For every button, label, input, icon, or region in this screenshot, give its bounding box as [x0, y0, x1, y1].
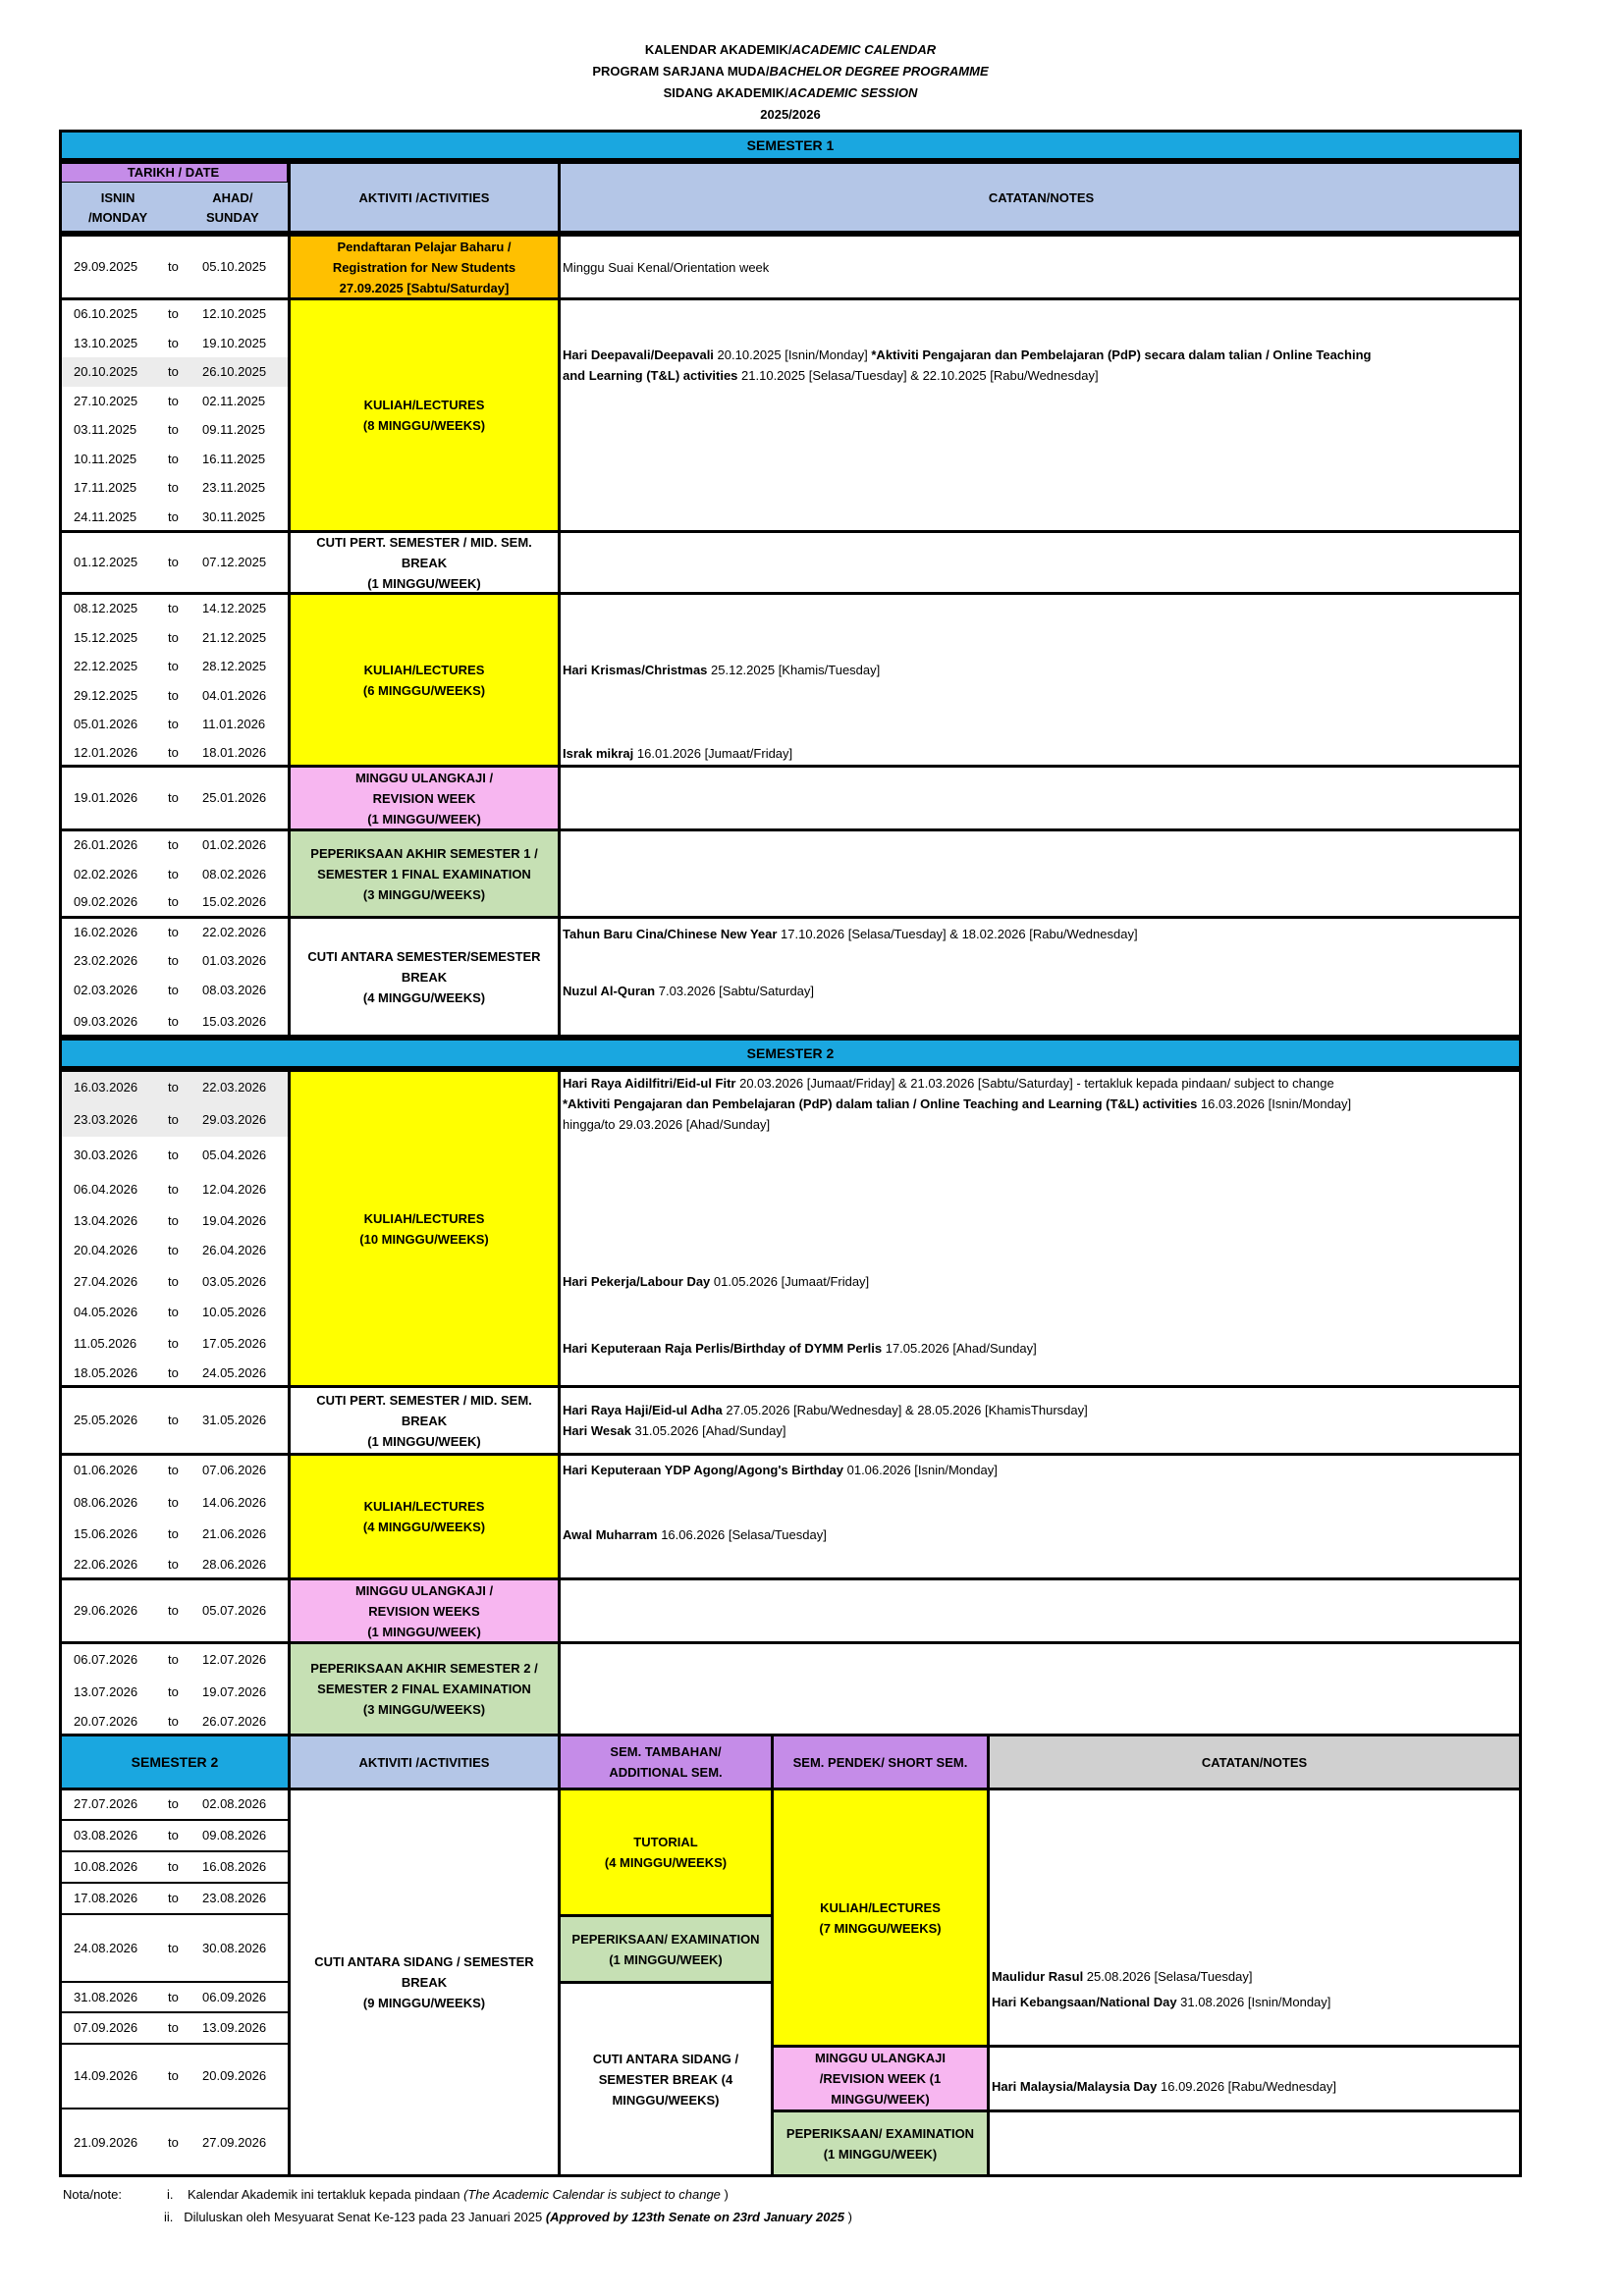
week-start-date: 03.11.2025 [74, 422, 137, 437]
week-end-date: 26.10.2025 [202, 364, 267, 379]
week-end-date: 22.03.2026 [202, 1080, 267, 1095]
date-row [62, 1789, 288, 1819]
notes-header: CATATAN/NOTES [558, 161, 1522, 234]
week-end-date: 01.02.2026 [202, 837, 267, 852]
date-row [62, 976, 288, 1005]
note-labour-day: Hari Pekerja/Labour Day 01.05.2026 [Jumaat/Friday] [563, 1274, 870, 1289]
date-row [62, 594, 288, 623]
date-row [62, 532, 288, 593]
date-row [62, 1455, 288, 1486]
date-row [62, 415, 288, 445]
semester-1-band: SEMESTER 1 [59, 130, 1522, 161]
week-end-date: 05.10.2025 [202, 259, 267, 274]
to-label: to [168, 745, 179, 760]
to-label: to [168, 630, 179, 645]
week-start-date: 17.08.2026 [74, 1891, 138, 1905]
week-start-date: 01.06.2026 [74, 1463, 138, 1477]
week-end-date: 02.11.2025 [202, 394, 266, 408]
week-start-date: 27.10.2025 [74, 394, 138, 408]
date-row [62, 2109, 288, 2176]
note-agong-birthday: Hari Keputeraan YDP Agong/Agong's Birthday 01.06.2026 [Isnin/Monday] [563, 1463, 998, 1477]
week-start-date: 27.07.2026 [74, 1796, 138, 1811]
to-label: to [168, 953, 179, 968]
date-row [62, 623, 288, 652]
to-label: to [168, 1557, 179, 1572]
date-row [62, 1487, 288, 1519]
to-label: to [168, 2068, 179, 2083]
week-end-date: 29.03.2026 [202, 1112, 267, 1127]
to-label: to [168, 364, 179, 379]
to-label: to [168, 1274, 179, 1289]
to-label: to [168, 1652, 179, 1667]
activity-short-exam: PEPERIKSAAN/ EXAMINATION (1 MINGGU/WEEK) [771, 2109, 990, 2177]
week-end-date: 16.08.2026 [202, 1859, 267, 1874]
date-row [62, 445, 288, 473]
date-row-divider [59, 2011, 291, 2013]
week-start-date: 06.10.2025 [74, 306, 138, 321]
week-start-date: 06.07.2026 [74, 1652, 138, 1667]
week-start-date: 20.07.2026 [74, 1714, 138, 1729]
activity-final-exam-1: PEPERIKSAAN AKHIR SEMESTER 1 / SEMESTER 1 FINAL EXAMINATION (3 MINGGU/WEEKS) [288, 828, 561, 919]
notes-header-bottom: CATATAN/NOTES [987, 1734, 1522, 1790]
week-start-date: 22.06.2026 [74, 1557, 138, 1572]
activity-lectures-8: KULIAH/LECTURES (8 MINGGU/WEEKS) [288, 297, 561, 533]
date-row [62, 767, 288, 829]
activity-registration: Pendaftaran Pelajar Baharu / Registration for New Students 27.09.2025 [Sabtu/Saturday] [288, 234, 561, 300]
week-end-date: 30.11.2025 [202, 509, 266, 524]
week-start-date: 19.01.2026 [74, 790, 138, 805]
week-end-date: 10.05.2026 [202, 1305, 267, 1319]
date-row [62, 860, 288, 888]
week-start-date: 20.04.2026 [74, 1243, 138, 1257]
date-row [62, 357, 288, 387]
week-start-date: 25.05.2026 [74, 1413, 138, 1427]
to-label: to [168, 1336, 179, 1351]
week-start-date: 15.06.2026 [74, 1526, 138, 1541]
to-label: to [168, 1413, 179, 1427]
week-start-date: 14.09.2026 [74, 2068, 138, 2083]
week-end-date: 23.08.2026 [202, 1891, 267, 1905]
date-row [62, 387, 288, 415]
date-row [62, 2013, 288, 2043]
activity-midsem-break-1: CUTI PERT. SEMESTER / MID. SEM. BREAK (1 MINGGU/WEEK) [288, 530, 561, 595]
week-start-date: 18.05.2026 [74, 1365, 138, 1380]
week-start-date: 20.10.2025 [74, 364, 138, 379]
note-malaysia-day: Hari Malaysia/Malaysia Day 16.09.2026 [Rabu/Wednesday] [992, 2079, 1337, 2094]
date-row [62, 1071, 288, 1103]
short-sem-header: SEM. PENDEK/ SHORT SEM. [771, 1734, 990, 1790]
week-end-date: 04.01.2026 [202, 688, 267, 703]
week-end-date: 26.07.2026 [202, 1714, 267, 1729]
week-start-date: 01.12.2025 [74, 555, 138, 569]
date-row [62, 1360, 288, 1386]
date-row [62, 1821, 288, 1850]
footer-note-2: ii. Diluluskan oleh Mesyuarat Senat Ke-123 pada 23 Januari 2025 (Approved by 123th Senate on 23rd January 2025 ) [164, 2210, 852, 2224]
date-row [62, 739, 288, 766]
to-label: to [168, 790, 179, 805]
week-start-date: 03.08.2026 [74, 1828, 138, 1842]
week-start-date: 16.02.2026 [74, 925, 138, 939]
week-end-date: 19.10.2025 [202, 336, 267, 350]
week-end-date: 28.12.2025 [202, 659, 267, 673]
to-label: to [168, 422, 179, 437]
date-row [62, 1852, 288, 1882]
date-row [62, 1236, 288, 1265]
week-start-date: 07.09.2026 [74, 2020, 138, 2035]
week-start-date: 29.09.2025 [74, 259, 138, 274]
activity-short-revision: MINGGU ULANGKAJI /REVISION WEEK (1 MINGGU/WEEK) [771, 2045, 990, 2112]
activity-additional-exam: PEPERIKSAAN/ EXAMINATION (1 MINGGU/WEEK) [558, 1914, 774, 1984]
week-end-date: 14.06.2026 [202, 1495, 267, 1510]
week-end-date: 12.04.2026 [202, 1182, 267, 1197]
to-label: to [168, 1990, 179, 2004]
notes-orientation: Minggu Suai Kenal/Orientation week [558, 234, 1522, 300]
week-end-date: 03.05.2026 [202, 1274, 267, 1289]
date-row [62, 1579, 288, 1642]
semester-2-header-bottom: SEMESTER 2 [59, 1734, 291, 1790]
week-start-date: 11.05.2026 [74, 1336, 137, 1351]
date-row [62, 1266, 288, 1297]
week-start-date: 17.11.2025 [74, 480, 137, 495]
activity-lectures-6: KULIAH/LECTURES (6 MINGGU/WEEKS) [288, 592, 561, 768]
activity-tutorial: TUTORIAL (4 MINGGU/WEEKS) [558, 1788, 774, 1917]
week-end-date: 14.12.2025 [202, 601, 267, 615]
to-label: to [168, 480, 179, 495]
date-row-divider [59, 1850, 291, 1852]
to-label: to [168, 1305, 179, 1319]
week-start-date: 02.02.2026 [74, 867, 138, 881]
footer-note-1: i. Kalendar Akademik ini tertakluk kepada pindaan (The Academic Calendar is subject to change ) [167, 2187, 729, 2202]
week-end-date: 19.04.2026 [202, 1213, 267, 1228]
week-end-date: 02.08.2026 [202, 1796, 267, 1811]
to-label: to [168, 1941, 179, 1955]
activity-lectures-4: KULIAH/LECTURES (4 MINGGU/WEEKS) [288, 1453, 561, 1580]
to-label: to [168, 601, 179, 615]
date-row [62, 1297, 288, 1328]
note-perlis-birthday: Hari Keputeraan Raja Perlis/Birthday of DYMM Perlis 17.05.2026 [Ahad/Sunday] [563, 1341, 1037, 1356]
week-end-date: 08.02.2026 [202, 867, 267, 881]
week-start-date: 13.07.2026 [74, 1684, 138, 1699]
date-row [62, 1328, 288, 1360]
week-end-date: 19.07.2026 [202, 1684, 267, 1699]
week-end-date: 27.09.2026 [202, 2135, 267, 2150]
activity-lectures-10: KULIAH/LECTURES (10 MINGGU/WEEKS) [288, 1069, 561, 1388]
date-row-divider [59, 1819, 291, 1821]
semester-2-band: SEMESTER 2 [59, 1038, 1522, 1069]
date-row-divider [59, 2108, 291, 2109]
week-start-date: 10.11.2025 [74, 452, 137, 466]
to-label: to [168, 2135, 179, 2150]
activity-revision-2: MINGGU ULANGKAJI / REVISION WEEKS (1 MINGGU/WEEK) [288, 1577, 561, 1644]
date-row [62, 1708, 288, 1735]
to-label: to [168, 837, 179, 852]
to-label: to [168, 659, 179, 673]
to-label: to [168, 925, 179, 939]
date-row [62, 236, 288, 298]
week-end-date: 26.04.2026 [202, 1243, 267, 1257]
to-label: to [168, 394, 179, 408]
note-aidilfitri: Hari Raya Aidilfitri/Eid-ul Fitr 20.03.2026 [Jumaat/Friday] & 21.03.2026 [Sabtu/Saturday] - tertakluk kepada pindaan/ subject to change *Aktiviti Pengajaran dan Pembelajaran (PdP) dalam talian / Online Teaching and Learning (T&L) activities 16.03.2026 [Isnin/Monday] hingga/to 29.03.2026 [Ahad/Sunday] [563, 1076, 1352, 1132]
date-row [62, 473, 288, 503]
to-label: to [168, 2020, 179, 2035]
week-end-date: 23.11.2025 [202, 480, 266, 495]
to-label: to [168, 1526, 179, 1541]
date-row [62, 299, 288, 329]
week-end-date: 12.07.2026 [202, 1652, 267, 1667]
to-label: to [168, 1714, 179, 1729]
date-row [62, 503, 288, 531]
date-row [62, 830, 288, 860]
activities-header-bottom: AKTIVITI /ACTIVITIES [288, 1734, 561, 1790]
week-end-date: 01.03.2026 [202, 953, 267, 968]
to-label: to [168, 688, 179, 703]
week-start-date: 10.08.2026 [74, 1859, 138, 1874]
to-label: to [168, 1213, 179, 1228]
week-start-date: 06.04.2026 [74, 1182, 138, 1197]
date-row-divider [59, 1882, 291, 1884]
week-end-date: 17.05.2026 [202, 1336, 267, 1351]
date-row-divider [59, 2043, 291, 2045]
activities-header: AKTIVITI /ACTIVITIES [288, 161, 558, 234]
note-chinese-new-year: Tahun Baru Cina/Chinese New Year 17.10.2026 [Selasa/Tuesday] & 18.02.2026 [Rabu/Wednesday] [563, 927, 1138, 941]
activity-session-break: CUTI ANTARA SIDANG / SEMESTER BREAK (9 MINGGU/WEEKS) [288, 1788, 561, 2177]
week-end-date: 15.03.2026 [202, 1014, 267, 1029]
activity-midsem-break-2: CUTI PERT. SEMESTER / MID. SEM. BREAK (1 MINGGU/WEEK) [288, 1385, 561, 1456]
to-label: to [168, 1080, 179, 1095]
to-label: to [168, 1014, 179, 1029]
week-start-date: 29.06.2026 [74, 1603, 138, 1618]
note-national-day: Hari Kebangsaan/National Day 31.08.2026 [Isnin/Monday] [992, 1995, 1331, 2009]
week-start-date: 09.03.2026 [74, 1014, 138, 1029]
date-row [62, 329, 288, 357]
week-start-date: 09.02.2026 [74, 894, 138, 909]
week-end-date: 07.12.2025 [202, 555, 267, 569]
notes-box-5 [558, 828, 1522, 919]
week-start-date: 23.03.2026 [74, 1112, 138, 1127]
week-end-date: 06.09.2026 [202, 1990, 267, 2004]
week-end-date: 31.05.2026 [202, 1413, 267, 1427]
week-start-date: 22.12.2025 [74, 659, 138, 673]
week-start-date: 30.03.2026 [74, 1148, 138, 1162]
week-start-date: 08.06.2026 [74, 1495, 138, 1510]
week-start-date: 31.08.2026 [74, 1990, 138, 2004]
week-end-date: 12.10.2025 [202, 306, 267, 321]
activity-final-exam-2: PEPERIKSAAN AKHIR SEMESTER 2 / SEMESTER 2 FINAL EXAMINATION (3 MINGGU/WEEKS) [288, 1641, 561, 1736]
week-start-date: 24.11.2025 [74, 509, 137, 524]
activity-short-lectures: KULIAH/LECTURES (7 MINGGU/WEEKS) [771, 1788, 990, 2048]
to-label: to [168, 259, 179, 274]
to-label: to [168, 867, 179, 881]
note-nuzul-quran: Nuzul Al-Quran 7.03.2026 [Sabtu/Saturday] [563, 984, 815, 998]
date-row [62, 1172, 288, 1206]
date-row [62, 652, 288, 681]
week-start-date: 27.04.2026 [74, 1274, 138, 1289]
week-start-date: 15.12.2025 [74, 630, 138, 645]
week-end-date: 13.09.2026 [202, 2020, 267, 2035]
week-start-date: 24.08.2026 [74, 1941, 138, 1955]
date-row [62, 918, 288, 946]
week-end-date: 21.12.2025 [202, 630, 267, 645]
to-label: to [168, 1112, 179, 1127]
date-row [62, 1677, 288, 1708]
date-row [62, 888, 288, 916]
to-label: to [168, 1684, 179, 1699]
week-end-date: 05.07.2026 [202, 1603, 267, 1618]
to-label: to [168, 1859, 179, 1874]
date-subheader: ISNIN /MONDAY AHAD/ SUNDAY [59, 183, 288, 234]
week-start-date: 08.12.2025 [74, 601, 138, 615]
to-label: to [168, 452, 179, 466]
date-header: TARIKH / DATE [59, 161, 288, 183]
week-start-date: 02.03.2026 [74, 983, 138, 997]
note-israk-mikraj: Israk mikraj 16.01.2026 [Jumaat/Friday] [563, 746, 793, 761]
date-row [62, 1643, 288, 1676]
activity-additional-break: CUTI ANTARA SIDANG / SEMESTER BREAK (4 MINGGU/WEEKS) [558, 1981, 774, 2177]
week-end-date: 21.06.2026 [202, 1526, 267, 1541]
date-row [62, 1983, 288, 2011]
date-row [62, 1103, 288, 1137]
notes-cell-special-3 [987, 2109, 1522, 2177]
date-row [62, 1206, 288, 1236]
week-end-date: 16.11.2025 [202, 452, 266, 466]
to-label: to [168, 717, 179, 731]
to-label: to [168, 306, 179, 321]
week-end-date: 28.06.2026 [202, 1557, 267, 1572]
date-row-divider [59, 1981, 291, 1983]
additional-sem-header: SEM. TAMBAHAN/ ADDITIONAL SEM. [558, 1734, 774, 1790]
week-end-date: 07.06.2026 [202, 1463, 267, 1477]
notes-box-2 [558, 530, 1522, 595]
week-end-date: 05.04.2026 [202, 1148, 267, 1162]
to-label: to [168, 1796, 179, 1811]
date-row [62, 1007, 288, 1036]
week-end-date: 08.03.2026 [202, 983, 267, 997]
date-row [62, 946, 288, 976]
notes-box-1 [558, 297, 1522, 533]
to-label: to [168, 555, 179, 569]
note-deepavali: Hari Deepavali/Deepavali 20.10.2025 [Isnin/Monday] *Aktiviti Pengajaran dan Pembelajaran (PdP) secara dalam talian / Online Teaching and Learning (T&L) activities 21.10.2025 [Selasa/Tuesday] & 22.10.2025 [Rabu/Wednesday] [563, 347, 1372, 383]
week-end-date: 18.01.2026 [202, 745, 267, 760]
week-start-date: 21.09.2026 [74, 2135, 138, 2150]
week-end-date: 30.08.2026 [202, 1941, 267, 1955]
date-row [62, 1139, 288, 1172]
to-label: to [168, 336, 179, 350]
week-start-date: 13.10.2025 [74, 336, 138, 350]
week-start-date: 05.01.2026 [74, 717, 138, 731]
week-end-date: 09.08.2026 [202, 1828, 267, 1842]
to-label: to [168, 983, 179, 997]
note-christmas: Hari Krismas/Christmas 25.12.2025 [Khamis/Tuesday] [563, 663, 881, 677]
activity-semester-break-1: CUTI ANTARA SEMESTER/SEMESTER BREAK (4 MINGGU/WEEKS) [288, 916, 561, 1038]
week-end-date: 24.05.2026 [202, 1365, 267, 1380]
note-awal-muharram: Awal Muharram 16.06.2026 [Selasa/Tuesday] [563, 1527, 827, 1542]
week-end-date: 11.01.2026 [202, 717, 266, 731]
to-label: to [168, 1243, 179, 1257]
calendar-title: KALENDAR AKADEMIK/ACADEMIC CALENDAR PROGRAM SARJANA MUDA/BACHELOR DEGREE PROGRAMME SIDANG AKADEMIK/ACADEMIC SESSION 2025/2026 [592, 42, 989, 122]
week-end-date: 20.09.2026 [202, 2068, 267, 2083]
to-label: to [168, 1603, 179, 1618]
week-start-date: 16.03.2026 [74, 1080, 138, 1095]
week-start-date: 26.01.2026 [74, 837, 138, 852]
week-start-date: 29.12.2025 [74, 688, 138, 703]
note-maulidur-rasul: Maulidur Rasul 25.08.2026 [Selasa/Tuesday] [992, 1969, 1253, 1984]
footer-label: Nota/note: [63, 2187, 122, 2202]
to-label: to [168, 1463, 179, 1477]
to-label: to [168, 509, 179, 524]
date-row-divider [59, 1913, 291, 1915]
notes-box-11 [558, 1641, 1522, 1736]
to-label: to [168, 1495, 179, 1510]
notes-box-10 [558, 1577, 1522, 1644]
week-end-date: 15.02.2026 [202, 894, 267, 909]
week-start-date: 04.05.2026 [74, 1305, 138, 1319]
week-start-date: 12.01.2026 [74, 745, 138, 760]
note-aidiladha: Hari Raya Haji/Eid-ul Adha 27.05.2026 [Rabu/Wednesday] & 28.05.2026 [KhamisThursday] Hari Wesak 31.05.2026 [Ahad/Sunday] [563, 1403, 1088, 1438]
notes-box-4 [558, 765, 1522, 831]
to-label: to [168, 1891, 179, 1905]
activity-revision-1: MINGGU ULANGKAJI / REVISION WEEK (1 MINGGU/WEEK) [288, 765, 561, 831]
date-row [62, 1551, 288, 1578]
date-row [62, 1519, 288, 1550]
to-label: to [168, 1365, 179, 1380]
to-label: to [168, 1148, 179, 1162]
week-start-date: 13.04.2026 [74, 1213, 138, 1228]
date-row [62, 1915, 288, 1981]
date-row [62, 1387, 288, 1454]
week-end-date: 22.02.2026 [202, 925, 267, 939]
week-end-date: 09.11.2025 [202, 422, 266, 437]
date-row [62, 1884, 288, 1913]
week-start-date: 23.02.2026 [74, 953, 138, 968]
date-row [62, 2045, 288, 2108]
to-label: to [168, 1182, 179, 1197]
date-row [62, 710, 288, 739]
to-label: to [168, 1828, 179, 1842]
week-end-date: 25.01.2026 [202, 790, 267, 805]
date-row [62, 681, 288, 710]
to-label: to [168, 894, 179, 909]
